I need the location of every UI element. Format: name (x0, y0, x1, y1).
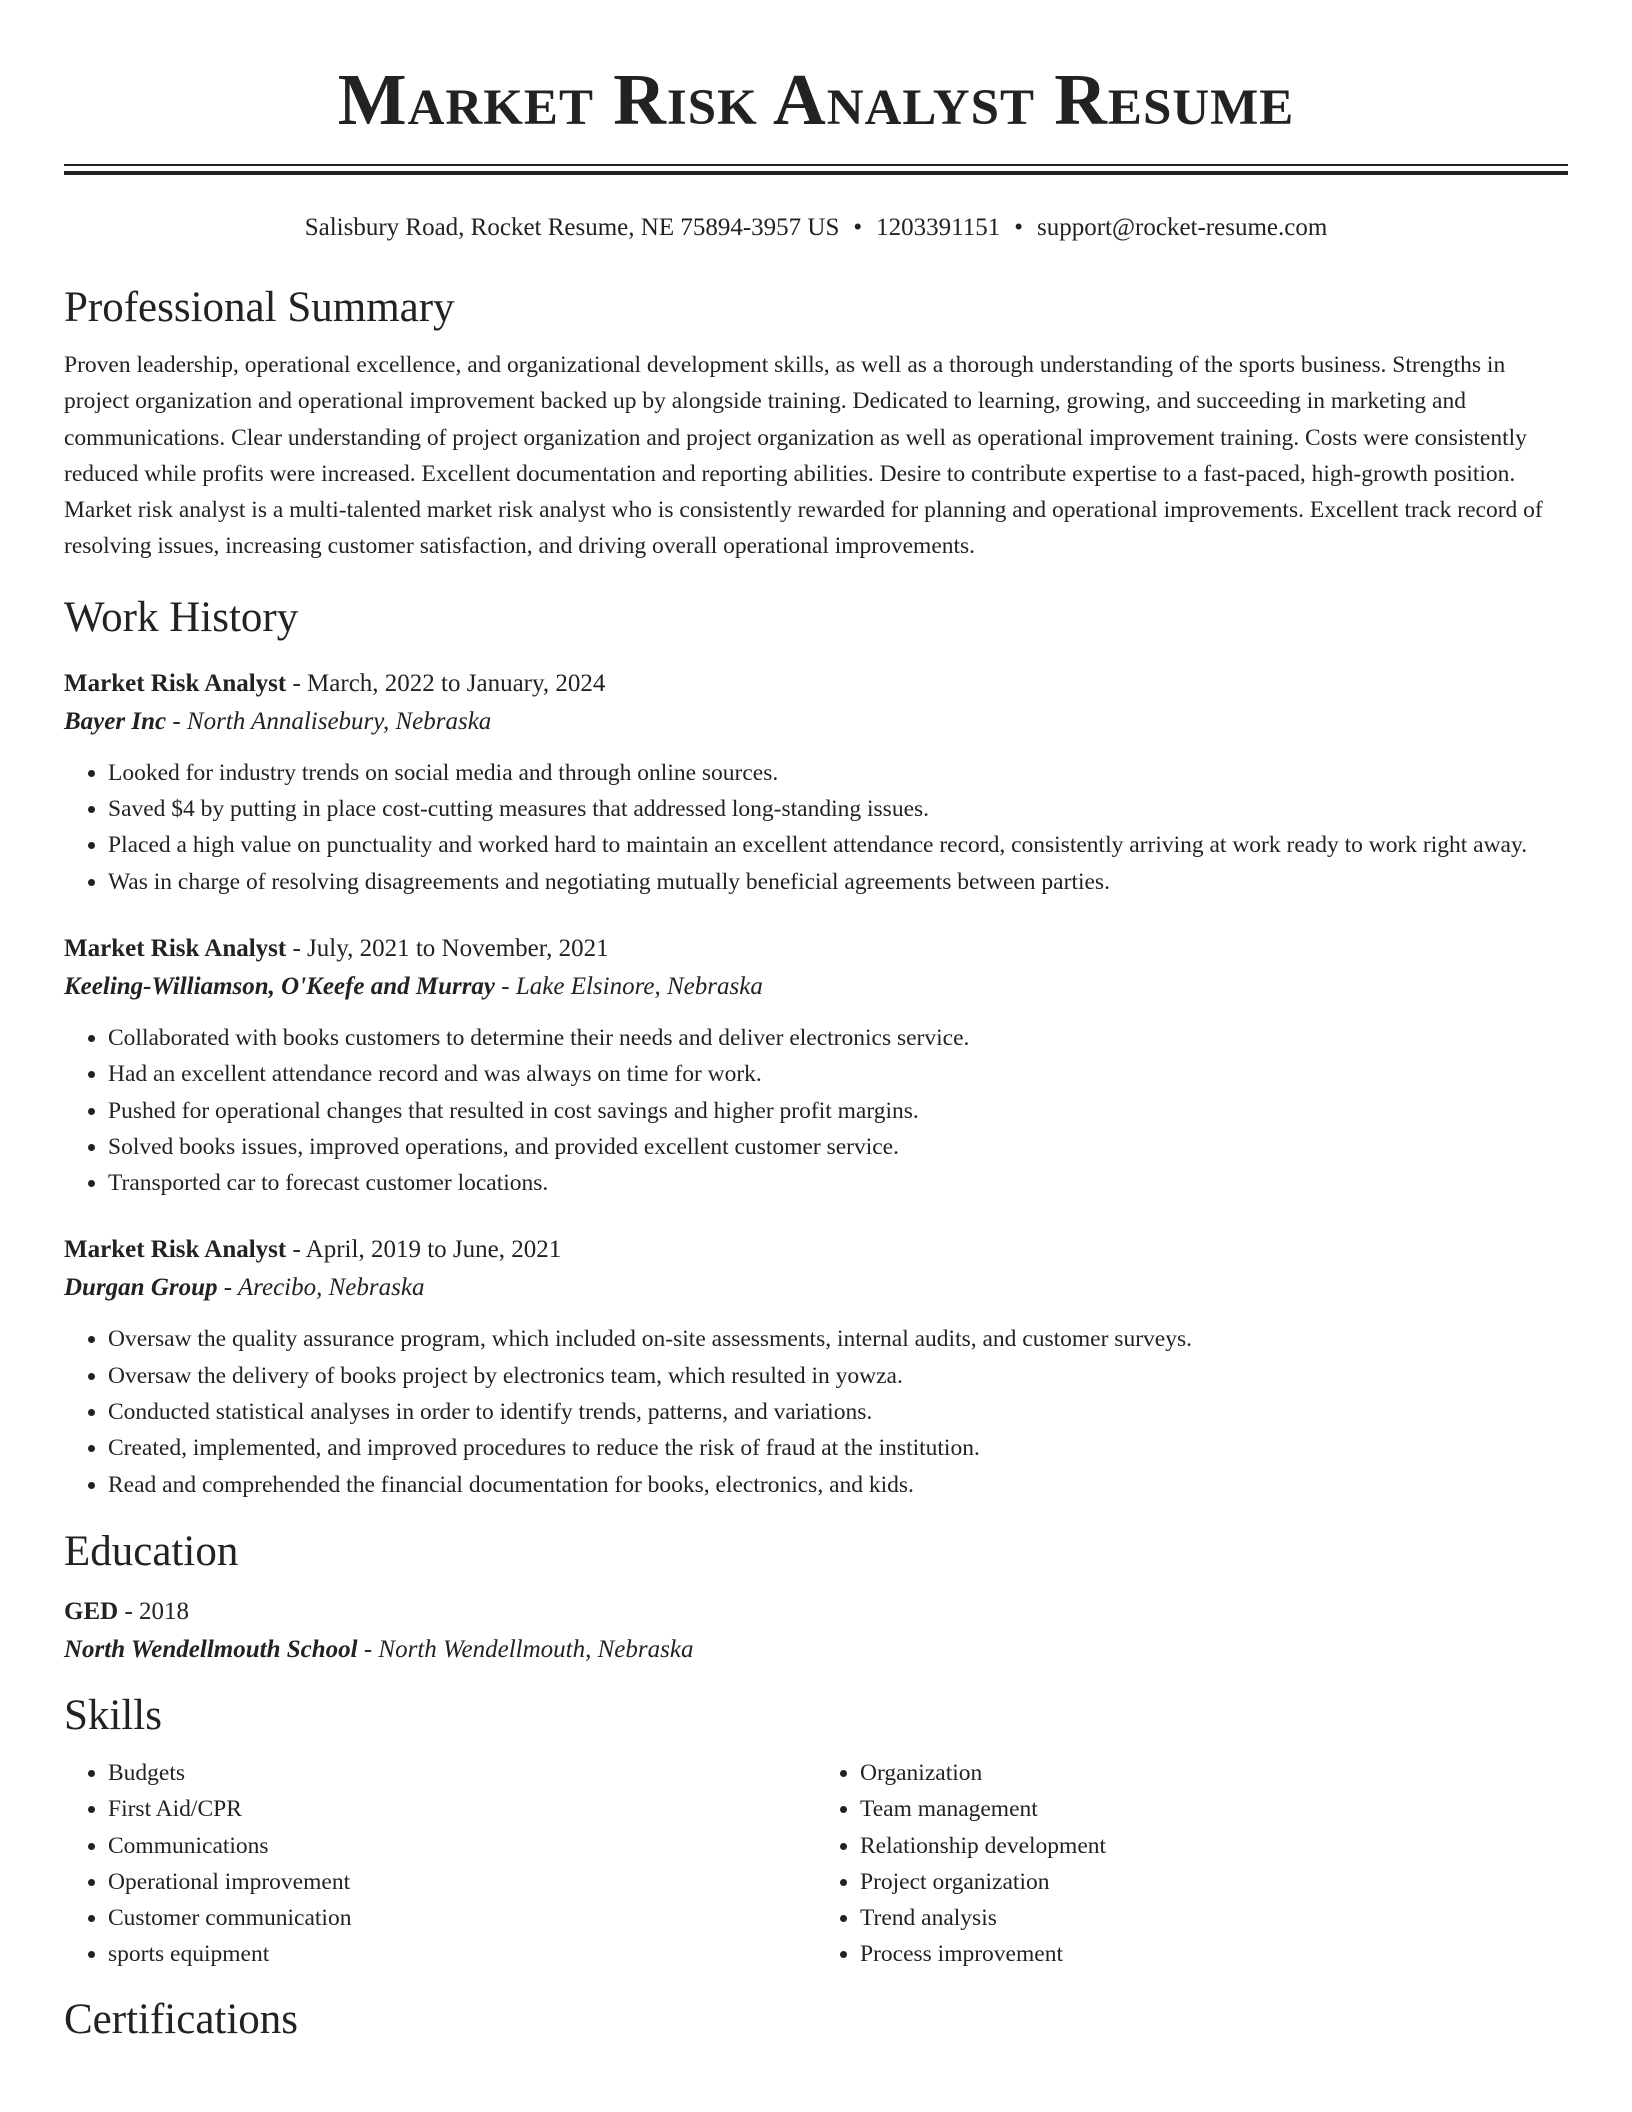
section-heading-summary: Professional Summary (64, 284, 455, 331)
education-school: North Wendellmouth School (64, 1635, 358, 1663)
contact-line (64, 213, 1568, 243)
job-company-line (64, 1269, 1568, 1307)
skills-column-right (816, 1755, 1568, 1973)
list-item: • Collaborated with books customers to determine their needs and deliver electronics service. (108, 1020, 1568, 1056)
section-heading-work-history: Work History (64, 593, 299, 641)
education-year: - 2018 (118, 1597, 190, 1625)
section-heading-education: Education (64, 1527, 239, 1575)
list-item: • Oversaw the delivery of books project by electronics team, which resulted in yowza. (108, 1358, 1568, 1394)
job-role: Market Risk Analyst (64, 934, 287, 962)
skills-column-left (64, 1755, 816, 1973)
job-bullets (64, 755, 1568, 900)
job-role: Market Risk Analyst (64, 1236, 287, 1264)
section-heading-skills: Skills (64, 1691, 162, 1739)
job-entry (64, 1231, 1568, 1502)
list-item: • Customer communication (108, 1900, 816, 1936)
job-dates: - April, 2019 to June, 2021 (286, 1236, 562, 1264)
list-item: • Communications (108, 1828, 816, 1864)
list-item: • Oversaw the quality assurance program, which included on-site assessments, internal audits, and customer surveys. (108, 1321, 1568, 1357)
job-company-line (64, 968, 1568, 1006)
job-bullets (64, 1020, 1568, 1201)
section-heading-certifications: Certifications (64, 1995, 299, 2043)
job-location: - North Annalisebury, Nebraska (166, 707, 492, 735)
list-item: • Project organization (860, 1864, 1568, 1900)
job-bullets (64, 1321, 1568, 1502)
list-item: • Trend analysis (860, 1900, 1568, 1936)
list-item: • Organization (860, 1755, 1568, 1791)
job-dates: - July, 2021 to November, 2021 (286, 934, 609, 962)
summary-text: Proven leadership, operational excellence, and organizational development skills, as well as a thorough understanding of the sports business. Strengths in project organization and operational improvement backed up by alongside training. Dedicated to learning, growing, and succeeding in marketing and communications. Clear understanding of project organization and project organization as well as operational improvement training. Costs were consistently reduced while profits were increased. Excellent documentation and reporting abilities. Desire to contribute expertise to a fast-paced, high-growth position. Market risk analyst is a multi-talented market risk analyst who is consistently rewarded for planning and operational improvements. Excellent track record of resolving issues, increasing customer satisfaction, and driving overall operational improvements. (64, 352, 1543, 560)
education-school-line (64, 1631, 1568, 1669)
job-entry (64, 930, 1568, 1201)
list-item: • Had an excellent attendance record and was always on time for work. (108, 1056, 1568, 1092)
title-divider-thin (64, 164, 1568, 166)
list-item: • First Aid/CPR (108, 1791, 816, 1827)
education-degree-line (64, 1593, 1568, 1631)
skills-list (64, 1755, 1568, 1973)
list-item: • Created, implemented, and improved procedures to reduce the risk of fraud at the institution. (108, 1430, 1568, 1466)
list-item: • Looked for industry trends on social media and through online sources. (108, 755, 1568, 791)
education-degree: GED (64, 1597, 119, 1625)
contact-address: Salisbury Road, Rocket Resume, NE 75894-3957 US (304, 214, 840, 241)
list-item: • Was in charge of resolving disagreements and negotiating mutually beneficial agreements between parties. (108, 864, 1568, 900)
job-company: Keeling-Williamson, O'Keefe and Murray (64, 972, 496, 1000)
job-entry (64, 665, 1568, 900)
job-location: - Arecibo, Nebraska (217, 1274, 425, 1302)
contact-separator: • (1014, 214, 1023, 241)
contact-phone: 1203391151 (876, 214, 1001, 241)
contact-email: support@rocket-resume.com (1037, 214, 1328, 241)
job-company-line (64, 703, 1568, 741)
list-item: • Pushed for operational changes that resulted in cost savings and higher profit margins. (108, 1093, 1568, 1129)
list-item: • Operational improvement (108, 1864, 816, 1900)
list-item: • Team management (860, 1791, 1568, 1827)
job-company: Durgan Group (64, 1274, 218, 1302)
job-company: Bayer Inc (64, 707, 167, 735)
list-item: • Solved books issues, improved operations, and provided excellent customer service. (108, 1129, 1568, 1165)
list-item: • Conducted statistical analyses in order to identify trends, patterns, and variations. (108, 1394, 1568, 1430)
list-item: • sports equipment (108, 1936, 816, 1972)
list-item: • Placed a high value on punctuality and worked hard to maintain an excellent attendance record, consistently arriving at work ready to work right away. (108, 827, 1568, 863)
job-dates: - March, 2022 to January, 2024 (286, 669, 606, 697)
contact-separator: • (853, 214, 863, 241)
job-title-line (64, 930, 1568, 968)
job-title-line (64, 1231, 1568, 1269)
job-role: Market Risk Analyst (64, 669, 287, 697)
education-location: - North Wendellmouth, Nebraska (357, 1635, 694, 1663)
title-divider-thick (64, 171, 1568, 175)
job-title-line (64, 665, 1568, 703)
resume-title: Market Risk Analyst Resume (337, 59, 1295, 140)
list-item: • Saved $4 by putting in place cost-cutting measures that addressed long-standing issues. (108, 791, 1568, 827)
list-item: • Relationship development (860, 1828, 1568, 1864)
job-location: - Lake Elsinore, Nebraska (495, 972, 763, 1000)
list-item: • Budgets (108, 1755, 816, 1791)
education-entry (64, 1593, 1568, 1669)
list-item: • Transported car to forecast customer locations. (108, 1165, 1568, 1201)
list-item: • Read and comprehended the financial documentation for books, electronics, and kids. (108, 1467, 1568, 1503)
list-item: • Process improvement (860, 1936, 1568, 1972)
